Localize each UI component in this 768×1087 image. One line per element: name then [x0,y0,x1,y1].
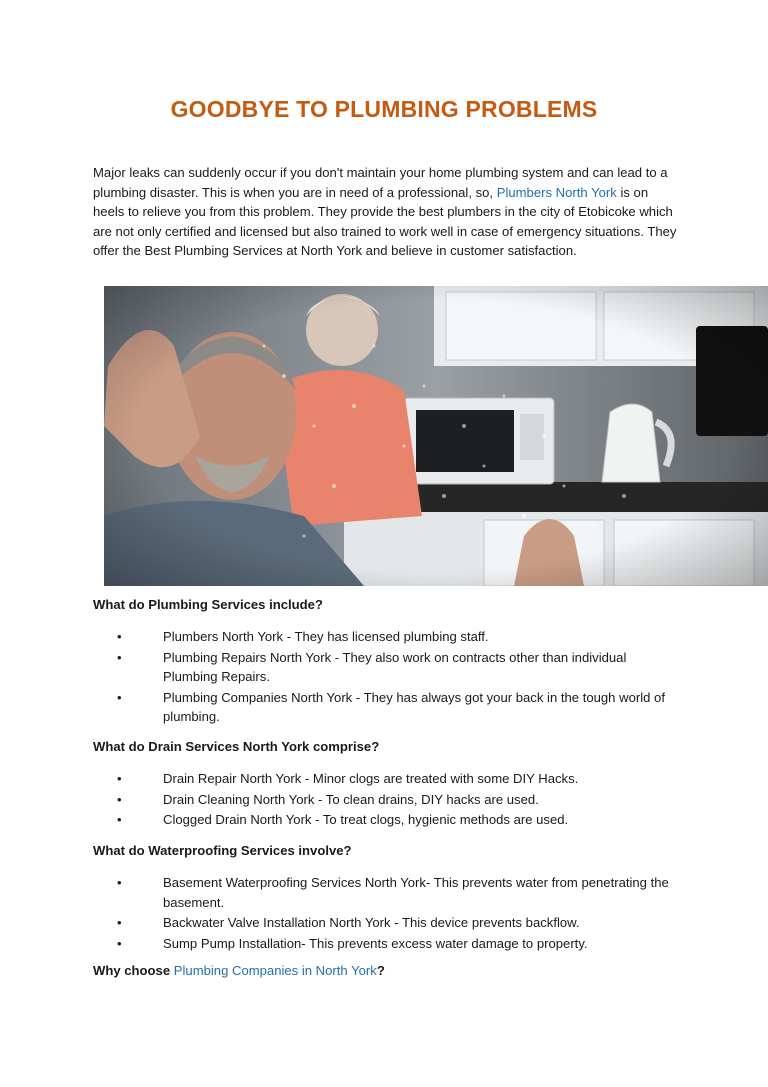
section-heading-why-choose [93,963,385,978]
list-item [0,688,768,727]
plumbing-companies-link[interactable]: Plumbing Companies in North York [173,963,377,978]
plumbing-services-list [0,627,768,727]
drain-services-list [0,769,768,830]
bullet: • [117,915,122,931]
bullet: • [117,689,122,705]
plumbing-leak-photo [104,286,768,586]
list-item-text: Plumbers North York - They has licensed plumbing staff. [163,629,489,644]
list-item [0,790,768,810]
plumbers-north-york-link[interactable]: Plumbers North York [496,184,617,200]
list-item-text: Sump Pump Installation- This prevents excess water damage to property. [163,935,588,951]
photo-illustration [104,286,768,586]
section-heading-plumbing: What do Plumbing Services include? [93,597,323,612]
list-item [0,873,768,912]
intro-text-1: Major leaks can suddenly occur if you don't maintain your home plumbing system and can lead to a plumbing disaster. This is when you are in need of a professional, so, [93,165,668,200]
intro-text-2: is on heels to relieve you from this problem. They provide the best plumbers in the city of Etobicoke which are not only certified and licensed but also trained to work well in case of emergency situations. They offer the Best Plumbing Services at North York and believe in customer satisfaction. [93,184,677,259]
bullet: • [117,875,122,890]
bullet: • [117,629,122,644]
list-item [0,648,768,687]
page-title: GOODBYE TO PLUMBING PROBLEMS [170,96,598,122]
intro-paragraph [93,163,678,261]
list-item-text: Plumbing Companies North York - They has always got your back in the tough world of plumbing. [163,689,665,725]
list-item [0,810,768,830]
section-heading-waterproofing: What do Waterproofing Services involve? [93,843,352,858]
list-item-text: Backwater Valve Installation North York - This device prevents backflow. [163,915,580,931]
section-heading-drain: What do Drain Services North York comprise? [93,739,380,754]
bullet: • [117,791,122,807]
waterproofing-services-list [0,873,768,953]
why-choose-suffix: ? [376,963,385,978]
list-item [0,913,768,933]
list-item-text: Basement Waterproofing Services North York- This prevents water from penetrating the basement. [163,875,669,910]
bullet: • [117,649,122,665]
list-item [0,769,768,789]
list-item-text: Drain Repair North York - Minor clogs are treated with some DIY Hacks. [163,771,579,786]
bullet: • [117,935,122,951]
list-item-text: Clogged Drain North York - To treat clogs, hygienic methods are used. [163,812,569,828]
bullet: • [117,771,122,786]
list-item-text: Drain Cleaning North York - To clean drains, DIY hacks are used. [163,791,539,807]
bullet: • [117,812,122,828]
list-item [0,934,768,954]
why-choose-prefix: Why choose [93,963,174,978]
list-item-text: Plumbing Repairs North York - They also work on contracts other than individual Plumbing Repairs. [163,649,627,685]
list-item [0,627,768,647]
